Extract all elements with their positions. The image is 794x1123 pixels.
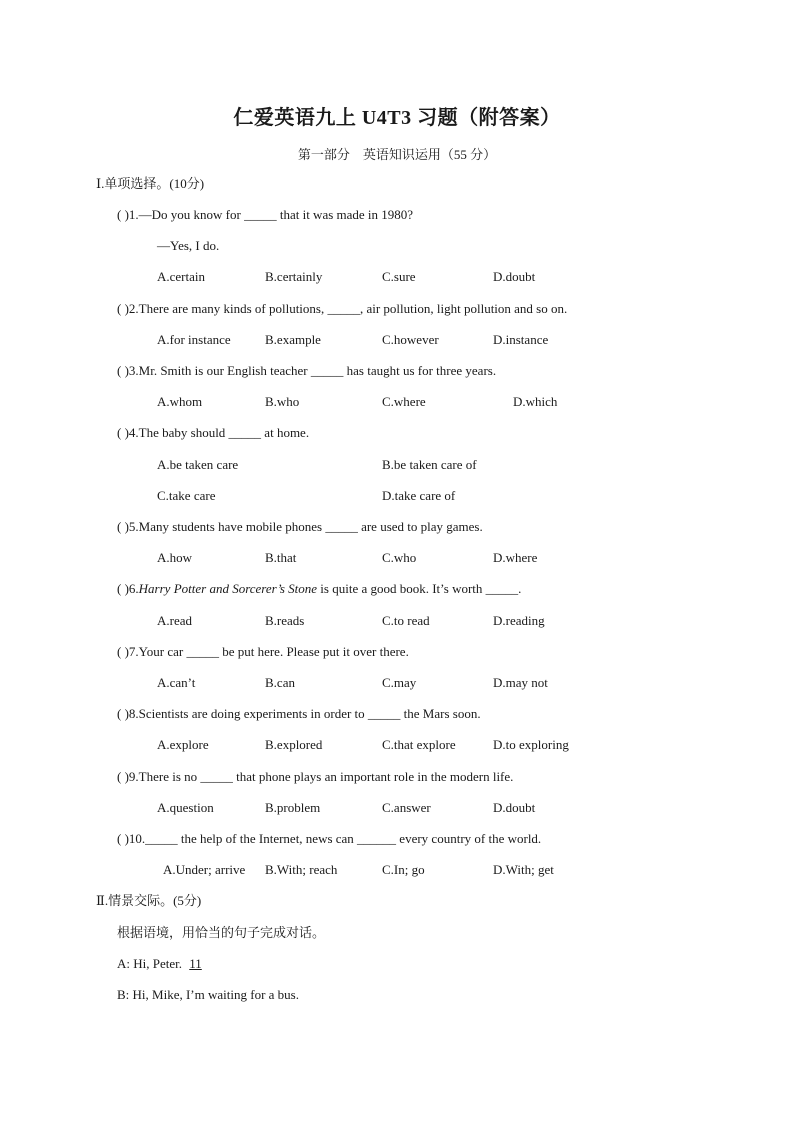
question-6-option-a: A.read (157, 613, 193, 628)
question-9-option-d: D.doubt (493, 800, 536, 815)
question-10-stem: ( )10._____ the help of the Internet, news can ______ every country of the world. (117, 831, 542, 846)
question-2-option-b: B.example (265, 332, 321, 347)
dialogue-line-b: B: Hi, Mike, I’m waiting for a bus. (117, 987, 299, 1002)
question-10-option-b: B.With; reach (265, 862, 338, 877)
question-8-option-c: C.that explore (382, 737, 456, 752)
section-1-heading: Ⅰ.单项选择。(10分) (96, 176, 205, 191)
document-subtitle: 第一部分 英语知识运用（55 分） (297, 147, 497, 162)
question-1-stem: ( )1.—Do you know for _____ that it was made in 1980? (117, 207, 414, 222)
document-title: 仁爱英语九上 U4T3 习题（附答案） (233, 107, 561, 129)
question-5-option-a: A.how (157, 550, 193, 565)
question-1-stem-2: —Yes, I do. (157, 238, 220, 253)
question-2-stem: ( )2.There are many kinds of pollutions, _____, air pollution, light pollution and so on. (117, 301, 568, 316)
question-9-stem: ( )9.There is no _____ that phone plays an important role in the modern life. (117, 769, 514, 784)
question-4-option-c: C.take care (157, 488, 216, 503)
question-5-option-b: B.that (265, 550, 297, 565)
question-10-option-d: D.With; get (493, 862, 554, 877)
question-1-option-a: A.certain (157, 269, 206, 284)
question-9-option-c: C.answer (382, 800, 431, 815)
question-6-stem-suffix: is quite a good book. It’s worth _____. (317, 581, 522, 596)
question-2-option-d: D.instance (493, 332, 549, 347)
question-3-option-b: B.who (265, 394, 300, 409)
question-7-option-c: C.may (382, 675, 417, 690)
section-2-heading: Ⅱ.情景交际。(5分) (96, 893, 202, 908)
question-9-option-a: A.question (157, 800, 214, 815)
question-3-stem: ( )3.Mr. Smith is our English teacher _____ has taught us for three years. (117, 363, 497, 378)
question-4-option-b: B.be taken care of (382, 457, 477, 472)
question-2-option-c: C.however (382, 332, 439, 347)
question-6-stem (117, 580, 521, 598)
question-8-option-d: D.to exploring (493, 737, 569, 752)
section-2-instruction: 根据语境，用恰当的句子完成对话。 (117, 925, 326, 940)
question-4-option-d: D.take care of (382, 488, 456, 503)
question-3-option-d: D.which (513, 394, 558, 409)
question-4-option-a: A.be taken care (157, 457, 239, 472)
answer-blank-11: 11 (189, 956, 202, 971)
question-7-option-b: B.can (265, 675, 295, 690)
question-9-option-b: B.problem (265, 800, 321, 815)
question-1-option-c: C.sure (382, 269, 416, 284)
question-8-option-a: A.explore (157, 737, 209, 752)
dialogue-line-a-text: A: Hi, Peter. (117, 956, 186, 971)
question-7-option-d: D.may not (493, 675, 548, 690)
question-4-stem: ( )4.The baby should _____ at home. (117, 425, 310, 440)
question-5-option-d: D.where (493, 550, 538, 565)
question-1-option-b: B.certainly (265, 269, 323, 284)
question-8-stem: ( )8.Scientists are doing experiments in order to _____ the Mars soon. (117, 706, 481, 721)
question-8-option-b: B.explored (265, 737, 323, 752)
question-1-option-d: D.doubt (493, 269, 536, 284)
question-5-option-c: C.who (382, 550, 417, 565)
question-2-option-a: A.for instance (157, 332, 231, 347)
question-5-stem: ( )5.Many students have mobile phones _____ are used to play games. (117, 519, 483, 534)
dialogue-line-a (117, 955, 206, 973)
question-3-option-a: A.whom (157, 394, 203, 409)
question-7-stem: ( )7.Your car _____ be put here. Please put it over there. (117, 644, 409, 659)
question-6-option-b: B.reads (265, 613, 305, 628)
question-7-option-a: A.can’t (157, 675, 196, 690)
question-6-option-c: C.to read (382, 613, 430, 628)
question-10-option-c: C.In; go (382, 862, 425, 877)
question-6-book-title: Harry Potter and Sorcerer’s Stone (138, 581, 318, 596)
question-3-option-c: C.where (382, 394, 426, 409)
question-6-stem-prefix: ( )6. (117, 581, 139, 596)
question-10-option-a: A.Under; arrive (163, 862, 246, 877)
question-6-option-d: D.reading (493, 613, 545, 628)
